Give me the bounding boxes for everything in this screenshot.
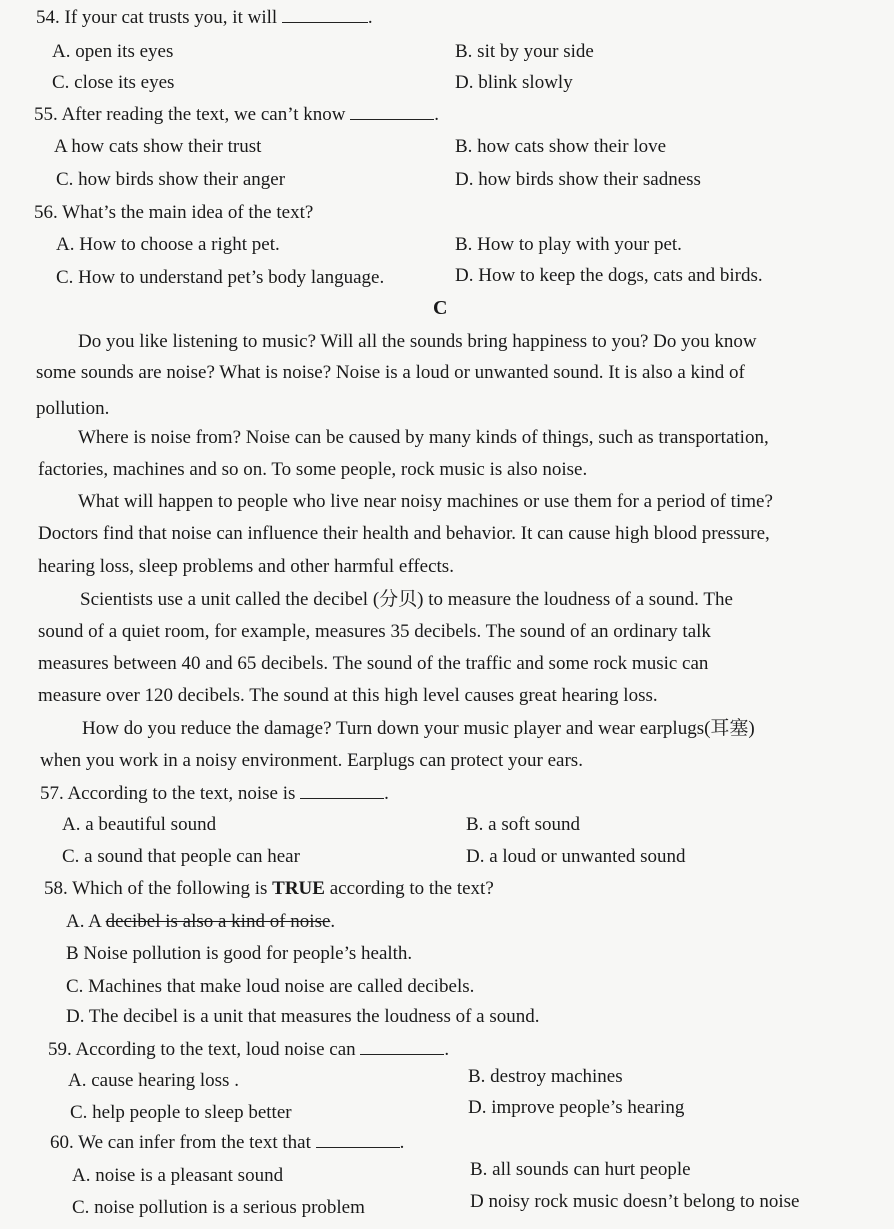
question-60-end: . <box>399 1132 405 1153</box>
question-56-option-d: D. How to keep the dogs, cats and birds. <box>455 265 763 286</box>
question-55-option-a: A how cats show their trust <box>54 136 262 157</box>
passage-line: What will happen to people who live near noisy machines or use them for a period of time? <box>78 491 773 512</box>
question-60-option-d: D noisy rock music doesn’t belong to noise <box>470 1191 800 1212</box>
passage-line: factories, machines and so on. To some people, rock music is also noise. <box>38 459 588 480</box>
question-55-end: . <box>434 104 439 125</box>
question-58-option-d: D. The decibel is a unit that measures the loudness of a sound. <box>66 1006 540 1027</box>
question-58-option-b: B Noise pollution is good for people’s health. <box>66 943 413 964</box>
question-55-option-b: B. how cats show their love <box>455 136 667 157</box>
passage-line: hearing loss, sleep problems and other harmful effects. <box>38 556 454 577</box>
question-55-stem <box>34 105 439 124</box>
answer-blank <box>282 22 368 23</box>
question-54-stem <box>36 8 373 27</box>
question-58-stem <box>44 879 494 898</box>
passage-line: Scientists use a unit called the decibel (分贝) to measure the loudness of a sound. The <box>80 589 733 610</box>
passage-line: measures between 40 and 65 decibels. The sound of the traffic and some rock music can <box>38 653 709 674</box>
question-59-option-a: A. cause hearing loss . <box>68 1070 239 1091</box>
question-55-option-c: C. how birds show their anger <box>56 169 286 190</box>
answer-blank <box>360 1054 444 1055</box>
question-55-text: 55. After reading the text, we can’t know <box>34 104 346 125</box>
passage-line: Where is noise from? Noise can be caused by many kinds of things, such as transportation, <box>78 427 769 448</box>
passage-line: pollution. <box>36 398 110 419</box>
question-59-option-c: C. help people to sleep better <box>70 1102 292 1123</box>
passage-line: sound of a quiet room, for example, measures 35 decibels. The sound of an ordinary talk <box>38 621 711 642</box>
question-59-option-b: B. destroy machines <box>468 1066 623 1087</box>
question-54-option-b: B. sit by your side <box>455 41 594 62</box>
question-60-option-c: C. noise pollution is a serious problem <box>72 1197 365 1218</box>
question-58-emphasis: TRUE <box>272 878 325 899</box>
answer-blank <box>300 798 384 799</box>
answer-blank <box>350 119 434 120</box>
section-heading: C <box>433 297 448 319</box>
question-60-text: 60. We can infer from the text that <box>50 1132 311 1153</box>
question-59-option-d: D. improve people’s hearing <box>468 1097 685 1118</box>
question-60-stem <box>50 1133 404 1152</box>
question-54-option-c: C. close its eyes <box>52 72 175 93</box>
question-57-stem <box>40 784 389 803</box>
question-54-option-a: A. open its eyes <box>52 41 174 62</box>
option-a-prefix: A. A <box>66 911 106 932</box>
passage-line: How do you reduce the damage? Turn down your music player and wear earplugs(耳塞) <box>82 718 755 739</box>
question-56-option-c: C. How to understand pet’s body language. <box>56 267 385 288</box>
question-55-option-d: D. how birds show their sadness <box>455 169 701 190</box>
question-56-stem: 56. What’s the main idea of the text? <box>34 202 314 223</box>
passage-line: when you work in a noisy environment. Earplugs can protect your ears. <box>40 750 583 771</box>
answer-blank <box>316 1147 400 1148</box>
question-57-text: 57. According to the text, noise is <box>40 783 296 804</box>
question-58-text: 58. Which of the following is <box>44 878 273 899</box>
question-57-option-b: B. a soft sound <box>466 814 580 835</box>
question-59-end: . <box>444 1039 450 1060</box>
question-59-text: 59. According to the text, loud noise can <box>48 1039 356 1060</box>
question-59-stem <box>48 1040 449 1059</box>
question-57-option-d: D. a loud or unwanted sound <box>466 846 686 867</box>
question-54-option-d: D. blink slowly <box>455 72 573 93</box>
passage-line: measure over 120 decibels. The sound at this high level causes great hearing loss. <box>38 685 658 706</box>
question-56-option-b: B. How to play with your pet. <box>455 234 682 255</box>
question-57-option-c: C. a sound that people can hear <box>62 846 300 867</box>
question-57-end: . <box>384 783 389 804</box>
option-a-struck-text: decibel is also a kind of noise <box>105 911 331 932</box>
question-54-text: 54. If your cat trusts you, it will <box>36 7 278 28</box>
question-56-option-a: A. How to choose a right pet. <box>56 234 280 255</box>
passage-line: some sounds are noise? What is noise? Noise is a loud or unwanted sound. It is also a kind of <box>36 362 745 383</box>
question-58-text-end: according to the text? <box>324 878 494 899</box>
question-58-option-a <box>66 912 335 931</box>
question-60-option-b: B. all sounds can hurt people <box>470 1159 691 1180</box>
passage-line: Doctors find that noise can influence their health and behavior. It can cause high blood pressure, <box>38 523 770 544</box>
question-54-end: . <box>367 7 373 28</box>
question-57-option-a: A. a beautiful sound <box>62 814 217 835</box>
question-58-option-c: C. Machines that make loud noise are called decibels. <box>66 976 475 997</box>
question-60-option-a: A. noise is a pleasant sound <box>72 1165 284 1186</box>
option-a-suffix: . <box>330 911 336 932</box>
passage-line: Do you like listening to music? Will all the sounds bring happiness to you? Do you know <box>78 331 757 352</box>
